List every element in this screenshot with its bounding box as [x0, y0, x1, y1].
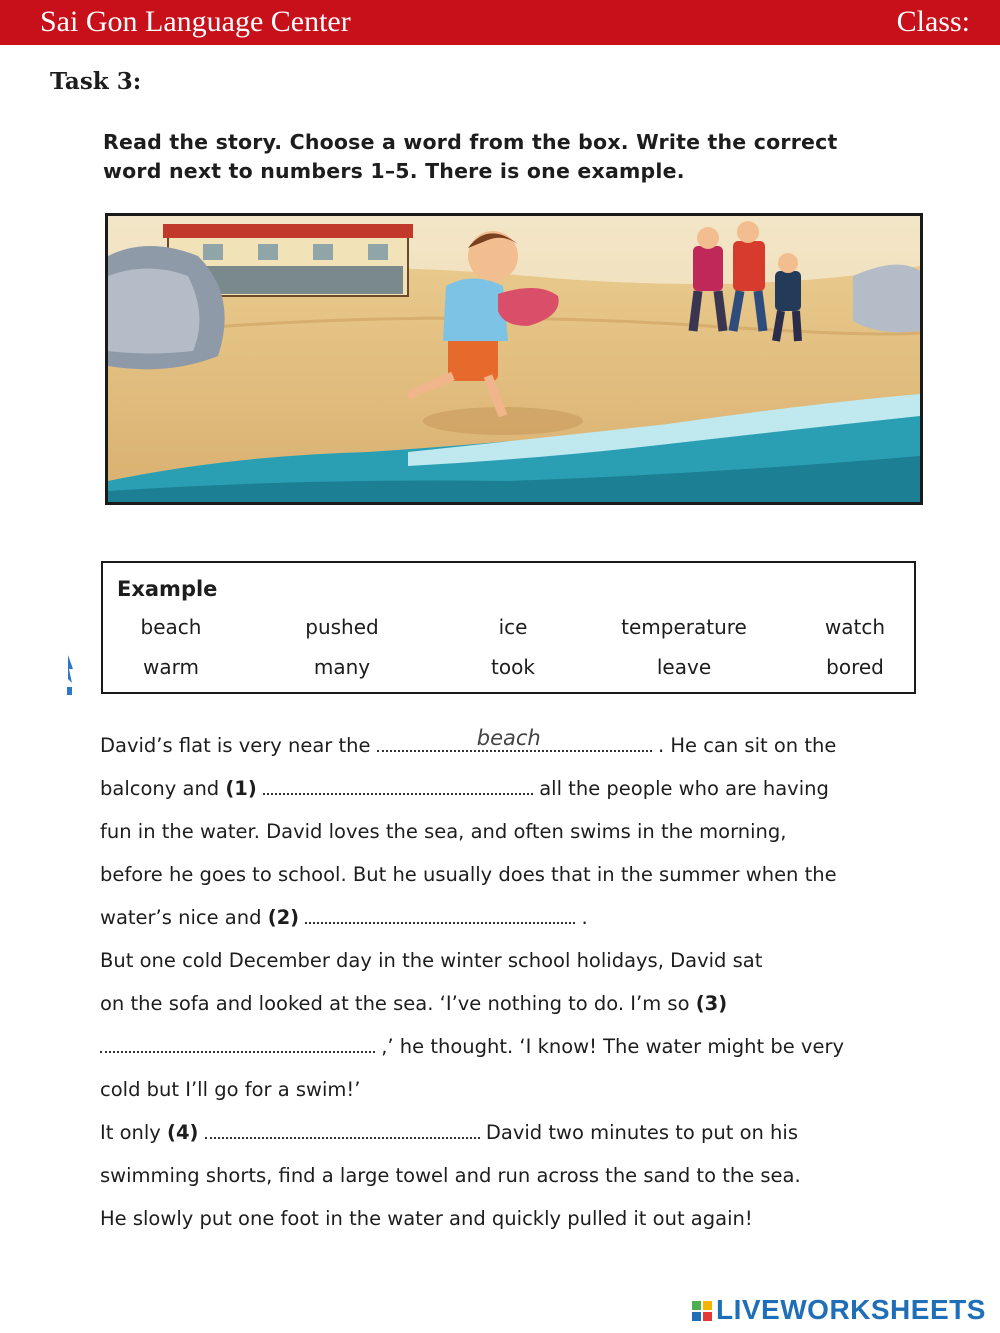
story-text-segment: .	[581, 906, 588, 929]
answer-blank-4[interactable]	[205, 1121, 480, 1139]
margin-mark	[66, 655, 74, 697]
story-text-segment: balcony and	[100, 777, 220, 800]
blank-number-1: (1)	[225, 777, 257, 800]
story-text-segment: ,’ he thought. ‘I know! The water might be very	[381, 1035, 845, 1058]
word-option: temperature	[621, 615, 747, 639]
blank-number-2: (2)	[267, 906, 300, 929]
instructions	[103, 128, 903, 186]
blank-number-4: (4)	[167, 1121, 199, 1144]
blank-number-3: (3)	[695, 992, 728, 1015]
story-text-segment: David two minutes to put on his	[485, 1121, 798, 1144]
instruction-line-2: word next to numbers 1–5. There is one example.	[103, 159, 685, 183]
example-label: Example	[117, 577, 218, 601]
story-line-9: cold but I’ll go for a swim!’	[100, 1078, 361, 1101]
word-option: bored	[826, 655, 884, 679]
word-option: ice	[498, 615, 528, 639]
instruction-line-1: Read the story. Choose a word from the box. Write the correct	[103, 130, 838, 154]
story-text-segment: . He can sit on the	[657, 734, 837, 757]
story-line-1	[100, 726, 837, 757]
word-option: leave	[656, 655, 712, 679]
example-answer-blank	[377, 726, 652, 752]
word-option: many	[313, 655, 371, 679]
word-option: took	[491, 655, 535, 679]
story-text-segment: It only	[100, 1121, 161, 1144]
story-line-4: before he goes to school. But he usually does that in the summer when the	[100, 863, 837, 886]
answer-blank-3[interactable]	[100, 1035, 375, 1053]
watermark-text: LIVEWORKSHEETS	[716, 1294, 986, 1325]
beach-illustration	[105, 213, 923, 505]
header-bar	[0, 0, 1000, 45]
story-text-segment: David’s flat is very near the	[100, 734, 371, 757]
answer-blank-2[interactable]	[305, 906, 575, 924]
story-line-10	[100, 1121, 798, 1144]
word-option: watch	[824, 615, 886, 639]
story-line-7	[100, 992, 727, 1015]
example-answer: beach	[476, 726, 541, 750]
story-line-3: fun in the water. David loves the sea, and often swims in the morning,	[100, 820, 787, 843]
story-line-11: swimming shorts, find a large towel and run across the sand to the sea.	[100, 1164, 801, 1187]
story-text-segment: water’s nice and	[100, 906, 262, 929]
liveworksheets-icon	[692, 1301, 712, 1321]
word-option: warm	[143, 655, 199, 679]
task-title: Task 3:	[50, 68, 142, 95]
story-line-12: He slowly put one foot in the water and quickly pulled it out again!	[100, 1207, 753, 1230]
liveworksheets-logo	[692, 1294, 986, 1326]
word-option: beach	[140, 615, 202, 639]
word-option: pushed	[305, 615, 379, 639]
story-line-6: But one cold December day in the winter school holidays, David sat	[100, 949, 763, 972]
class-label: Class:	[896, 5, 970, 38]
story-text-segment: on the sofa and looked at the sea. ‘I’ve nothing to do. I’m so	[100, 992, 690, 1015]
word-box	[101, 561, 916, 694]
story-line-2	[100, 777, 829, 800]
answer-blank-1[interactable]	[263, 777, 533, 795]
center-name: Sai Gon Language Center	[40, 5, 351, 38]
story-line-8	[100, 1035, 844, 1058]
story-text-segment: all the people who are having	[539, 777, 829, 800]
story-line-5	[100, 906, 588, 929]
